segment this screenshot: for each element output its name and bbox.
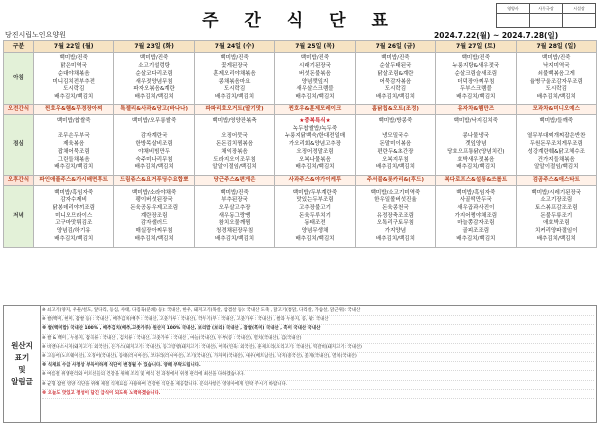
menu-item: 백미밥/소고기미역죽	[370, 189, 421, 196]
meal-label: 저녁	[4, 186, 34, 248]
menu-item: 톡젤리&사과&당고(바나나)	[120, 105, 189, 112]
day-header: 7월 28일 (일)	[516, 41, 596, 53]
menu-item: 율병구울조감자무조림	[529, 78, 583, 85]
menu-item: 파인애플주스&가시배면후트	[39, 176, 108, 183]
menu-body	[4, 53, 597, 248]
menu-cell	[114, 186, 194, 248]
menu-item: 감자샐러드	[140, 220, 168, 227]
menu-item: 파자오볶음&계란	[133, 86, 175, 93]
menu-period: 2024.7.22(월) ~ 2024.7.28(일)	[434, 31, 559, 40]
menu-item: 버섯돈불볶음	[299, 70, 331, 77]
menu-cell	[355, 53, 435, 105]
meal-row	[4, 53, 597, 105]
menu-item: 백미밥/방콩죽	[378, 118, 413, 125]
menu-item: 순대야채볶음	[57, 70, 90, 77]
notes-heading-line: 알림글	[11, 377, 33, 386]
menu-item: 청경채된장무침	[215, 228, 254, 235]
menu-item: 백미밥/진죽	[220, 189, 249, 196]
menu-item: ★중복특식★	[299, 118, 331, 125]
menu-item: 미니오므라이스	[55, 212, 93, 219]
meal-row	[4, 176, 597, 186]
facility-name: 당진시립노인요양원	[5, 31, 66, 39]
menu-item: 건가지들채볶음	[537, 156, 575, 163]
menu-item: 오징어정말조림	[296, 148, 334, 155]
menu-item: 계란장조림	[140, 212, 168, 219]
notes-section	[3, 305, 597, 423]
menu-item: 콩나물냉국	[462, 133, 490, 140]
menu-item: 부추된장국	[221, 197, 248, 204]
menu-item: 백미밥/진죽	[139, 55, 169, 62]
menu-item: 가오리회&양념고추장	[288, 141, 342, 148]
menu-item: 감자수제비	[60, 197, 87, 204]
menu-cell	[275, 53, 355, 105]
menu-item: 사과주스&야가이케투	[288, 176, 342, 183]
menu-item: 맑은미역국	[60, 63, 87, 70]
menu-item: 백미밥/진죽	[542, 55, 571, 62]
menu-item: 배추김치/백김치	[536, 93, 576, 100]
menu-item: 도시락김	[545, 86, 567, 93]
menu-cell	[34, 176, 114, 186]
category-header: 구분	[4, 41, 34, 53]
menu-cell	[516, 176, 596, 186]
menu-item: 야채비빔만두	[138, 148, 171, 155]
menu-cell	[194, 105, 274, 115]
menu-item: 백미밥/낙지김치죽	[453, 118, 498, 125]
menu-item: 배추김치/백김치	[456, 235, 496, 242]
menu-cell	[194, 176, 274, 186]
menu-item: 겟잎양념	[465, 141, 487, 148]
menu-item: 누룽지닭백숙/한대전일매	[284, 133, 346, 140]
menu-item: 찐호우&훈제모레이크	[288, 105, 342, 112]
menu-item: 훈제오리야채볶음	[213, 70, 256, 77]
notes-line: ※ 고등어(노르웨이산), 오징어(국내산), 동태(러시아산), 코다리(러시아산), 조기(국내산), 가자미(국내산), 새우(베트남산), 낙지(중국산), 꽃게(국내산), 멸치(국내산)	[42, 353, 594, 362]
menu-item: 열무부대찌개찌잡은반찬	[527, 133, 586, 140]
menu-cell	[355, 186, 435, 248]
menu-cell	[355, 105, 435, 115]
approval-dietitian: 영양사	[497, 4, 530, 14]
day-header: 7월 23일 (화)	[114, 41, 194, 53]
menu-item: 백미밥/영양잔볶축	[212, 118, 257, 125]
menu-item: 돈불두류조기	[540, 212, 573, 219]
menu-item: 도시락김	[63, 86, 85, 93]
menu-item: 알알이절임/백김치	[534, 164, 579, 171]
menu-item: 도시락김	[223, 86, 246, 93]
menu-item: 배추김치/백김치	[295, 164, 335, 171]
menu-item: 유정장축조조림	[376, 212, 414, 219]
menu-item: 배추김치/백김치	[375, 235, 415, 242]
menu-item: 닭봉데리야끼조림	[52, 204, 95, 211]
notes-line: ※ 쌀(백미, 현미, 찹쌀 등) : 국내산 , 배추김치(배추 : 국내산, 고춧가루 : 국내산), 깍두기(무 : 국내산, 고춧가루 : 국내산) , 쌀과 누룽지, 콩, 팥: 국내산	[42, 316, 594, 325]
menu-item: 배추김치/백김치	[295, 235, 335, 242]
signature-cell	[497, 14, 530, 28]
day-header: 7월 24일 (수)	[194, 41, 274, 53]
meal-row	[4, 115, 597, 176]
menu-item: 숙주미나리무침	[135, 156, 173, 163]
menu-item: 제육볶음	[63, 141, 85, 148]
notes-line: ※ 쇠고기(양지, 우둔/설도, 앞다리, 등심, 사태, 다짐육(분쇄) 등): 국내산, 한우, 돼지고기(목살, 삼겹살 등): 국내산 도축 , 닭고기(통닭, 다리살, 가슴살, 닭근위): 국내산	[42, 307, 594, 316]
menu-item: 백미밥/흑임자죽	[456, 189, 496, 196]
menu-item: 채익장볶음	[221, 148, 248, 155]
menu-cell	[34, 105, 114, 115]
meal-label: 점심	[4, 115, 34, 176]
menu-item: 닭살조림&계란	[377, 70, 414, 77]
menu-item: 어묵감자볶음	[379, 78, 412, 85]
menu-cell	[34, 186, 114, 248]
menu-item: 고구마맛튀김조	[55, 220, 93, 227]
menu-item: 누룽지탕&새우젓국	[452, 63, 500, 70]
menu-item: 백미밥/흑임자죽	[54, 189, 94, 196]
menu-item: 백미밥/찹쌀죽	[56, 118, 91, 125]
menu-cell	[436, 53, 516, 105]
menu-item: 배추김치/백김치	[456, 164, 496, 171]
menu-item: 오무살고추장	[218, 204, 251, 211]
menu-item: 배추김치/백김치	[54, 235, 94, 242]
menu-item: 양념무생채	[301, 228, 329, 235]
menu-item: 참치오물깨찜	[218, 220, 251, 227]
notes-heading-line: 및	[18, 365, 26, 374]
menu-item: 새우곱과사진이	[457, 204, 495, 211]
menu-item: 주서불&롯카리&(후드)	[366, 176, 424, 183]
menu-item: 한우일볼버섯진율	[374, 197, 417, 204]
menu-cell	[114, 115, 194, 176]
menu-item: 배추김치/백김치	[134, 93, 174, 100]
menu-item: 도시락김	[384, 86, 407, 93]
notes-heading-line: 원산지	[11, 341, 33, 350]
menu-cell	[436, 105, 516, 115]
day-header-row	[4, 41, 597, 53]
menu-item: 편란두&초간장	[377, 148, 414, 155]
signature-cell	[530, 14, 563, 28]
menu-item: 양념깻잎지	[301, 78, 329, 85]
menu-item: 배추김치/백김치	[456, 93, 496, 100]
menu-item: 당근주스&편게은	[213, 176, 256, 183]
signature-cell	[563, 14, 596, 28]
menu-item: 백미밥/소라야채죽	[131, 189, 177, 196]
menu-item: 백미밥/시레기된장국	[531, 189, 582, 196]
menu-cell	[194, 115, 274, 176]
menu-item: 시래기된장국	[299, 63, 331, 70]
notes-heading-line: 표기	[14, 353, 30, 362]
notes-line: ※ 여름철 위생관리와 어르신들의 건강을 위해 조리 및 배식 전 과정에서 위생 관리에 최선을 다하겠습니다.	[42, 371, 594, 380]
notes-heading	[4, 306, 41, 422]
menu-item: 백미밥/두부계란죽	[292, 189, 338, 196]
menu-item: 배추김치/백김치	[295, 93, 335, 100]
menu-item: 한방목살비조림	[135, 141, 173, 148]
menu-item: 낙지미역국	[542, 63, 570, 70]
menu-item: 배추김치/백김치	[215, 235, 255, 242]
menu-item: 배추김치/백김치	[134, 164, 174, 171]
menu-item: 복다로프스&설롱&쓰롤트	[444, 176, 508, 183]
menu-item: 양념김/하기유	[56, 228, 91, 235]
menu-item: 쇠불백볶음그게	[537, 70, 575, 77]
menu-item: 새우동그랑땡	[218, 212, 251, 219]
menu-item: 호박새우젓볶음	[457, 156, 495, 163]
approval-director: 사무국장	[530, 4, 563, 14]
menu-item: 감자계란국	[140, 133, 168, 140]
notes-line: ※ 오늘도 맛있고 정성이 담긴 급식이 되도록 노력하겠습니다.	[42, 390, 594, 399]
day-header: 7월 25일 (목)	[275, 41, 355, 53]
menu-item: 소고기설렁탕	[138, 63, 171, 70]
meal-row	[4, 105, 597, 115]
menu-cell	[34, 115, 114, 176]
menu-item: 고추장불고기	[299, 204, 331, 211]
menu-item: 성강계란훼&닭고체수조	[527, 148, 585, 155]
menu-item: 꽃게된장국	[221, 63, 248, 70]
menu-item: 유자차&햄만즈	[457, 105, 495, 112]
menu-item: 드림쥬스&요거푸딩수요합뽀	[119, 176, 189, 183]
page-title: 주 간 식 단 표	[202, 11, 398, 31]
approval-head: 시설장	[563, 4, 596, 14]
menu-item: 애호박조림	[542, 220, 570, 227]
menu-item: 치커리양파절임이	[535, 228, 578, 235]
menu-cell	[516, 115, 596, 176]
menu-item: 당호으프통닭(양념치킨)	[447, 148, 505, 155]
menu-cell	[355, 115, 435, 176]
menu-cell	[114, 53, 194, 105]
notes-line: ※ 식재료 수급 사정상 부득이하게 식단이 변경될 수 있습니다. 양해 부탁드립니다.	[42, 362, 594, 371]
notes-line: ※ 균형 잡힌 영양 식단을 위해 제철 식재료를 사용하여 건강한 식단을 제공합니다. 문의사항은 영양사에게 연락 주시기 바랍니다.	[42, 381, 594, 390]
menu-item: 돈말미이볶음	[379, 141, 412, 148]
menu-item: 파파리호오거트(딸기맛)	[205, 105, 264, 112]
menu-item: 찐호우&햄&무경장아찌	[45, 105, 103, 112]
approval-signatures	[497, 14, 596, 28]
meal-label: 오전간식	[4, 105, 34, 115]
menu-cell	[275, 176, 355, 186]
menu-item: 백미밥/진죽	[300, 55, 330, 62]
menu-cell	[194, 186, 274, 248]
menu-item: 냉모밀국수	[382, 133, 409, 140]
menu-item: 토스볶프감조조림	[535, 204, 578, 211]
menu-item: 조무손두부국	[57, 133, 90, 140]
day-header: 7월 22일 (월)	[34, 41, 114, 53]
menu-item: 잡채어묵조림	[57, 148, 90, 155]
menu-item: 맛있는두부조림	[296, 197, 334, 204]
menu-item: 오톡리구토무침	[376, 220, 414, 227]
menu-item: 새우젓양념무침	[135, 78, 173, 85]
meal-label: 오후간식	[4, 176, 34, 186]
menu-cell	[516, 186, 596, 248]
approval-roles	[497, 4, 596, 14]
menu-item: 마늘쫑감자조림	[457, 220, 495, 227]
meal-row	[4, 186, 597, 248]
day-header: 7월 26일 (금)	[355, 41, 435, 53]
menu-item: 모과차&미니오예스	[532, 105, 580, 112]
menu-item: 검곰주스&애스타트	[532, 176, 580, 183]
menu-item: 매실장아찌무침	[135, 228, 173, 235]
menu-item: 순살크림슬새조림	[454, 70, 498, 77]
weekly-menu-table	[3, 40, 597, 248]
menu-cell	[436, 176, 516, 186]
menu-cell	[275, 186, 355, 248]
menu-item: 배추김치/백김치	[54, 164, 94, 171]
menu-item: 백미밥/진죽	[59, 55, 88, 62]
menu-item: 사골떡만두국	[459, 197, 492, 204]
menu-item: 배추김치/백김치	[215, 93, 255, 100]
notes-line: ※ 쌀 & 백미 , 누룽지, 잡곡류 : 국내산 , 김치류 : 국내산, 고춧가루 : 국내산 , 마늘(국내산), 두부(콩 : 국내산), 멸치(국내산), 김(국내산)	[42, 335, 594, 344]
menu-item: 돈육콩천국	[382, 204, 409, 211]
meal-label: 아침	[4, 53, 34, 105]
menu-item: 콩채볶음마요	[218, 78, 251, 85]
menu-item: 배추김치/백김치	[54, 93, 94, 100]
menu-cell	[114, 176, 194, 186]
menu-item: 가지양념	[384, 228, 407, 235]
menu-cell	[275, 115, 355, 176]
menu-item: 백미밥/진죽	[461, 55, 491, 62]
menu-item: 소고기장조림	[540, 197, 573, 204]
menu-item: 더덕장아찌무침	[457, 78, 495, 85]
menu-item: 돈육공동우제고조림	[130, 204, 179, 211]
menu-item: 백미밥/진죽	[381, 55, 410, 62]
menu-cell	[436, 115, 516, 176]
menu-item: 순살코다리조림	[135, 70, 173, 77]
notes-line: ※ 쌀(백미밥) 국내산 100% , 배추김치(배추,고춧가루) 원산지 100% 국내산, 보리밥 (보리) 국내산 , 찹쌀(흑미) 국내산 , 흑미 국내산 국내산	[42, 325, 594, 334]
menu-cell	[355, 176, 435, 186]
menu-item: 순살두태된국	[379, 63, 412, 70]
menu-item: 도라지오이조무침	[213, 156, 256, 163]
menu-item: 배추김치/백김치	[536, 235, 576, 242]
menu-item: 팽이버섯된장국	[135, 197, 173, 204]
menu-item: 배추김치/백김치	[134, 235, 174, 242]
menu-cell	[194, 53, 274, 105]
menu-item: 미니김치전부추전	[52, 78, 95, 85]
menu-item: 오복나물볶음	[299, 156, 331, 163]
menu-item: 배추김치/백김치	[375, 93, 415, 100]
menu-item: 백미밥/들깨죽	[539, 118, 574, 125]
menu-item: 돈돈김치찜볶음	[215, 141, 254, 148]
menu-item: 오복지무침	[382, 156, 409, 163]
menu-item: 백미밥/진죽	[220, 55, 249, 62]
menu-cell	[34, 53, 114, 105]
menu-cell	[516, 53, 596, 105]
approval-box	[496, 3, 596, 28]
menu-cell	[275, 105, 355, 115]
menu-cell	[516, 105, 596, 115]
notes-body	[42, 307, 594, 399]
menu-item: 배추김치/백김치	[375, 164, 415, 171]
menu-item: 동태조전	[304, 220, 326, 227]
menu-item: 녹두찹쌀밥/녹두죽	[292, 125, 338, 132]
menu-item: 알알이절임/백김치	[212, 164, 257, 171]
menu-item: 오징어뭇국	[221, 133, 248, 140]
menu-item: 두원돈무조치게무조림	[529, 141, 583, 148]
day-header: 7월 27일 (토)	[436, 41, 516, 53]
menu-item: 백미밥/오무롱쌀죽	[131, 118, 177, 125]
menu-item: 돈육두루치기	[299, 212, 331, 219]
notes-line: ※ 비엔나소시지(돼지고기: 외국산), 돈가스(돼지고기: 국내산), 동그랑땡(돼지고기: 국내산), 어묵(연육: 외국산), 훈제오리(오리고기: 국내산), 떡갈비(돼지고기: 국내산)	[42, 344, 594, 353]
menu-item: 골피조조림	[462, 228, 490, 235]
menu-item: 가지어쩡야채조림	[454, 212, 498, 219]
menu-item: 그린들채볶음	[57, 156, 90, 163]
menu-item: 두부스크램블	[459, 86, 492, 93]
menu-cell	[436, 186, 516, 248]
menu-item: 홈닭칩&오트(조정)	[371, 105, 419, 112]
menu-cell	[114, 105, 194, 115]
menu-item: 새우살스크램블	[296, 86, 334, 93]
